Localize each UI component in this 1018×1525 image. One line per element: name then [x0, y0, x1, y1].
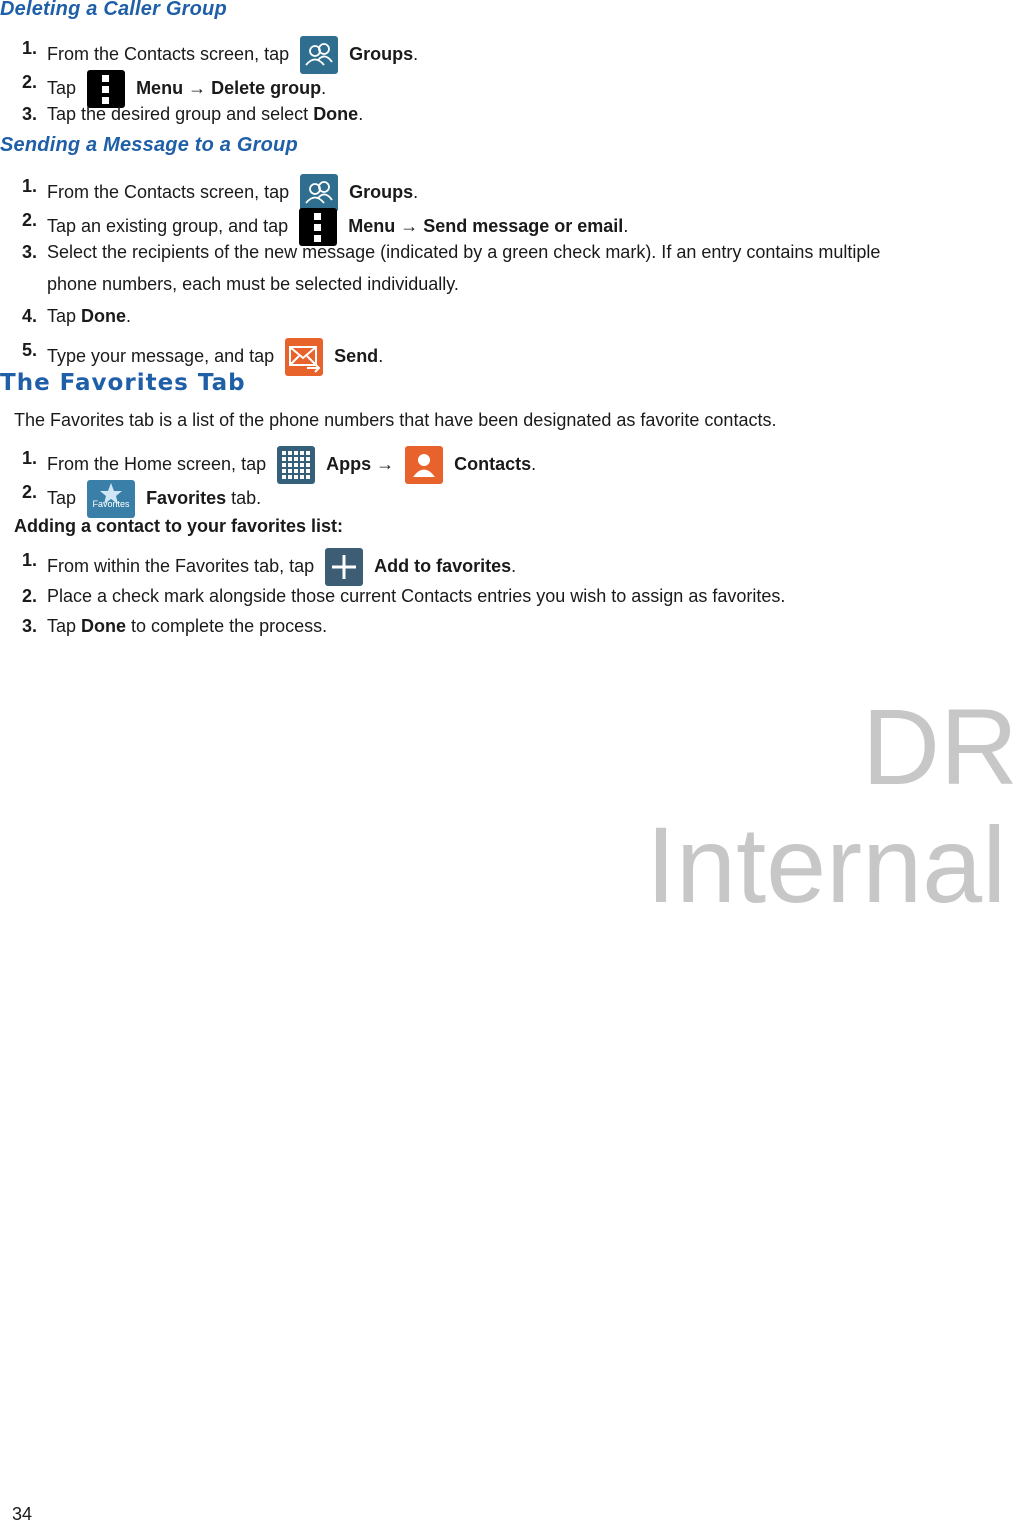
contacts-icon — [405, 446, 443, 484]
section-heading-sending: Sending a Message to a Group — [0, 134, 298, 156]
groups-label: Groups — [349, 43, 414, 64]
groups-icon — [300, 36, 338, 74]
step-number: 3. — [22, 104, 38, 124]
page-number: 34 — [12, 1504, 33, 1524]
intro-paragraph: The Favorites tab is a list of the phone numbers that have been designated as favorite contacts. — [14, 410, 777, 430]
favorites-star-icon: Favorites — [87, 480, 135, 518]
send-icon — [285, 338, 323, 376]
groups-icon — [300, 174, 338, 212]
add-icon — [325, 548, 363, 586]
section-heading-deleting: Deleting a Caller Group — [0, 0, 227, 20]
watermark-internal: Internal — [646, 804, 1007, 925]
sub-heading-adding: Adding a contact to your favorites list: — [14, 516, 344, 536]
step-number: 1. — [22, 38, 38, 58]
section-heading-favorites: The Favorites Tab — [0, 370, 246, 396]
step-number: 2. — [22, 72, 38, 92]
step-text: From the Contacts screen, tap — [47, 43, 290, 64]
watermark-dr: DR — [862, 686, 1018, 807]
apps-grid-icon — [277, 446, 315, 484]
